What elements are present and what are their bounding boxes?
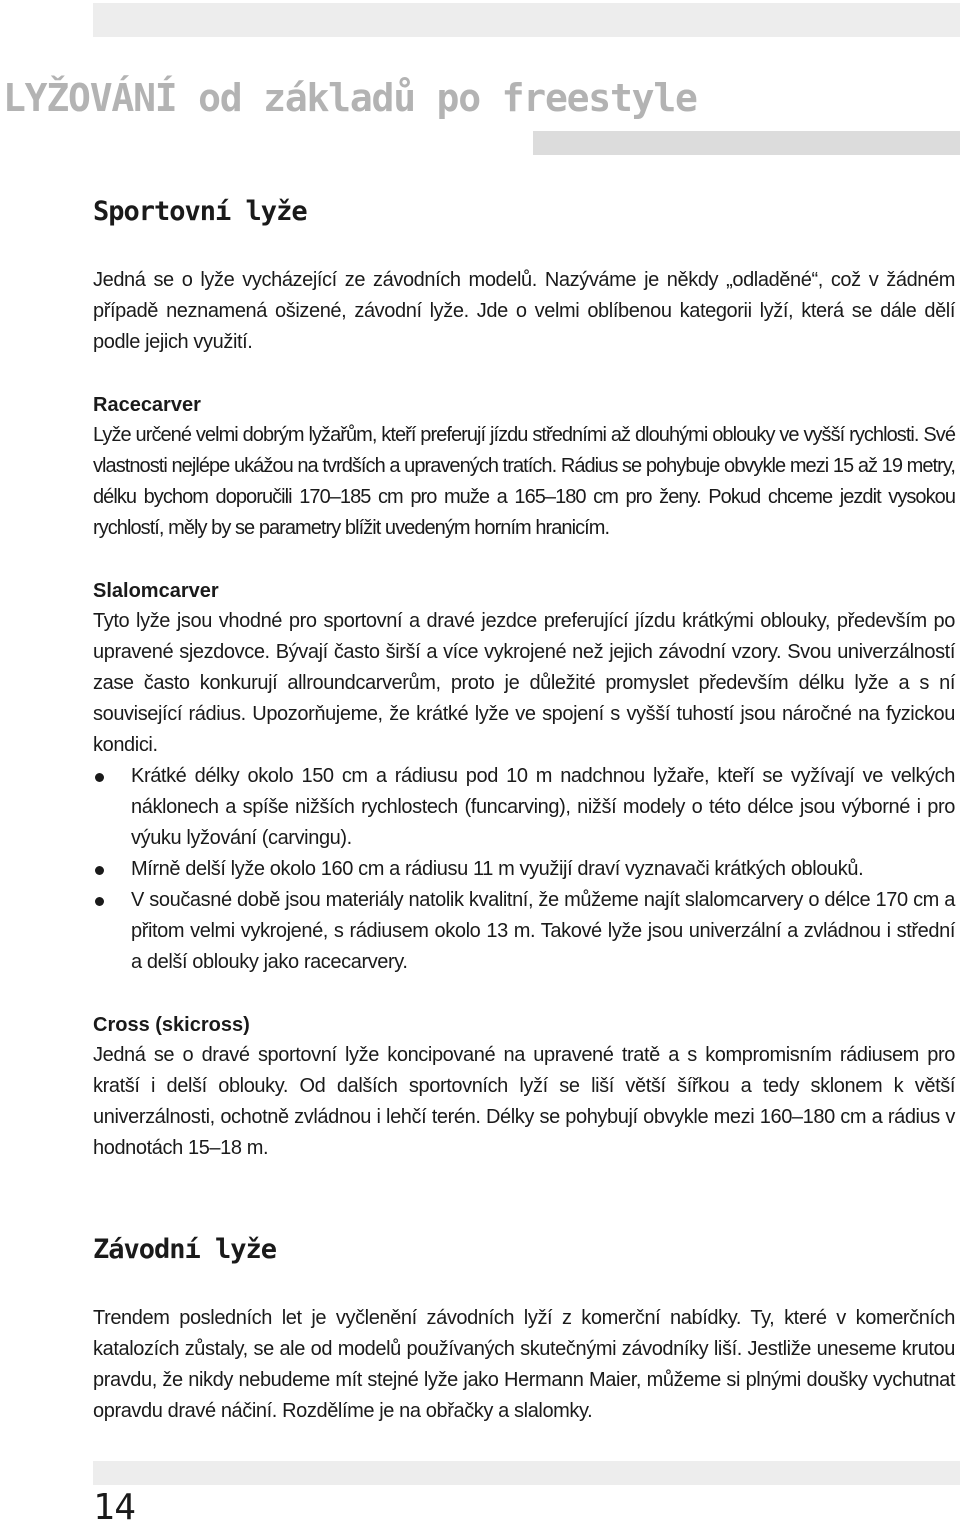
list-item — [93, 761, 955, 854]
list-item-text: Mírně delší lyže okolo 160 cm a rádiusu 11 m využijí draví vyznavači krátkých oblouků. — [131, 858, 864, 880]
page-number: 14 — [93, 1487, 136, 1528]
subsection-heading-slalomcarver: Slalomcarver — [93, 580, 219, 602]
title-decorative-bar — [533, 131, 960, 155]
page-content — [93, 190, 955, 1427]
list-item-text: V současné době jsou materiály natolik kvalitní, že můžeme najít slalomcarvery o délce 170 cm a přitom velmi vykrojené, s rádiusem okolo 13 m. Takové lyže jsou univerzální a zvládnou i střední a delší oblouky jako racecarvery. — [131, 889, 955, 973]
bullet-icon — [95, 866, 104, 875]
bullet-icon — [95, 773, 104, 782]
subsection-heading-cross: Cross (skicross) — [93, 1014, 250, 1036]
footer-decorative-bar — [93, 1461, 960, 1485]
subsection-text-racecarver: Lyže určené velmi dobrým lyžařům, kteří preferují jízdu středními až dlouhými oblouky ve vyšší rychlosti. Své vlastnosti nejlépe ukážou na tvrdších a upravených tratích. Rádius se pohybuje obvykle mezi 15 až 19 metry, délku bychom doporučili 170–185 cm pro muže a 165–180 cm pro ženy. Pokud chceme jezdit vysokou rychlostí, měly by se parametry blížit uvedeným horním hranicím. — [93, 424, 955, 539]
subsection-text-slalomcarver: Tyto lyže jsou vhodné pro sportovní a dravé jezdce preferující jízdu krátkými oblouky, především po upravené sjezdovce. Bývají často širší a více vykrojené než jejich závodní vzory. Svou univerzálností zase často konkurují allroundcarverům, proto je důležité promyslet především délku lyže a s ní související rádius. Upozorňujeme, že krátké lyže ve spojení s vyšší tuhostí jsou náročné na fyzickou kondici. — [93, 610, 955, 756]
section-intro-sportovni-lyze: Jedná se o lyže vycházející ze závodních modelů. Nazýváme je někdy „odladěné“, což v žádném případě neznamená ošizené, závodní lyže. Jde o velmi oblíbenou kategorii lyží, která se dále dělí podle jejich využití. — [93, 269, 955, 353]
section-heading-zavodni-lyze: Závodní lyže — [93, 1234, 277, 1265]
slalomcarver-bullet-list — [93, 761, 955, 978]
subsection-heading-racecarver: Racecarver — [93, 394, 201, 416]
section-intro-zavodni-lyze: Trendem posledních let je vyčlenění závodních lyží z komerční nabídky. Ty, které v komerčních katalozích zůstaly, se ale od modelů používaných skutečnými závodníky liší. Jestliže uneseme krutou pravdu, že nikdy nebudeme mít stejné lyže jako Hermann Maier, můžeme si plnými doušky vychutnat opravdu dravé náčiní. Rozdělíme je na obřačky a slalomky. — [93, 1307, 955, 1422]
list-item-text: Krátké délky okolo 150 cm a rádiusu pod 10 m nadchnou lyžaře, kteří se vyžívají ve velkých náklonech a spíše nižších rychlostech (funcarving), nižší modely o této délce jsou výborné i pro výuku lyžování (carvingu). — [131, 765, 955, 849]
bullet-icon — [95, 897, 104, 906]
header-decorative-bar — [93, 3, 960, 37]
list-item — [93, 854, 955, 885]
list-item — [93, 885, 955, 978]
section-heading-sportovni-lyze: Sportovní lyže — [93, 196, 307, 227]
book-title: LYŽOVÁNÍ od základů po freestyle — [3, 76, 697, 120]
subsection-text-cross: Jedná se o dravé sportovní lyže koncipované na upravené tratě a s kompromisním rádiusem pro kratší i delší oblouky. Od dalších sportovních lyží se liší větší šířkou a tedy sklonem k větší univerzálnosti, ochotně zvládnou i lehčí terén. Délky se pohybují obvykle mezi 160–180 cm a rádius v hodnotách 15–18 m. — [93, 1044, 955, 1159]
